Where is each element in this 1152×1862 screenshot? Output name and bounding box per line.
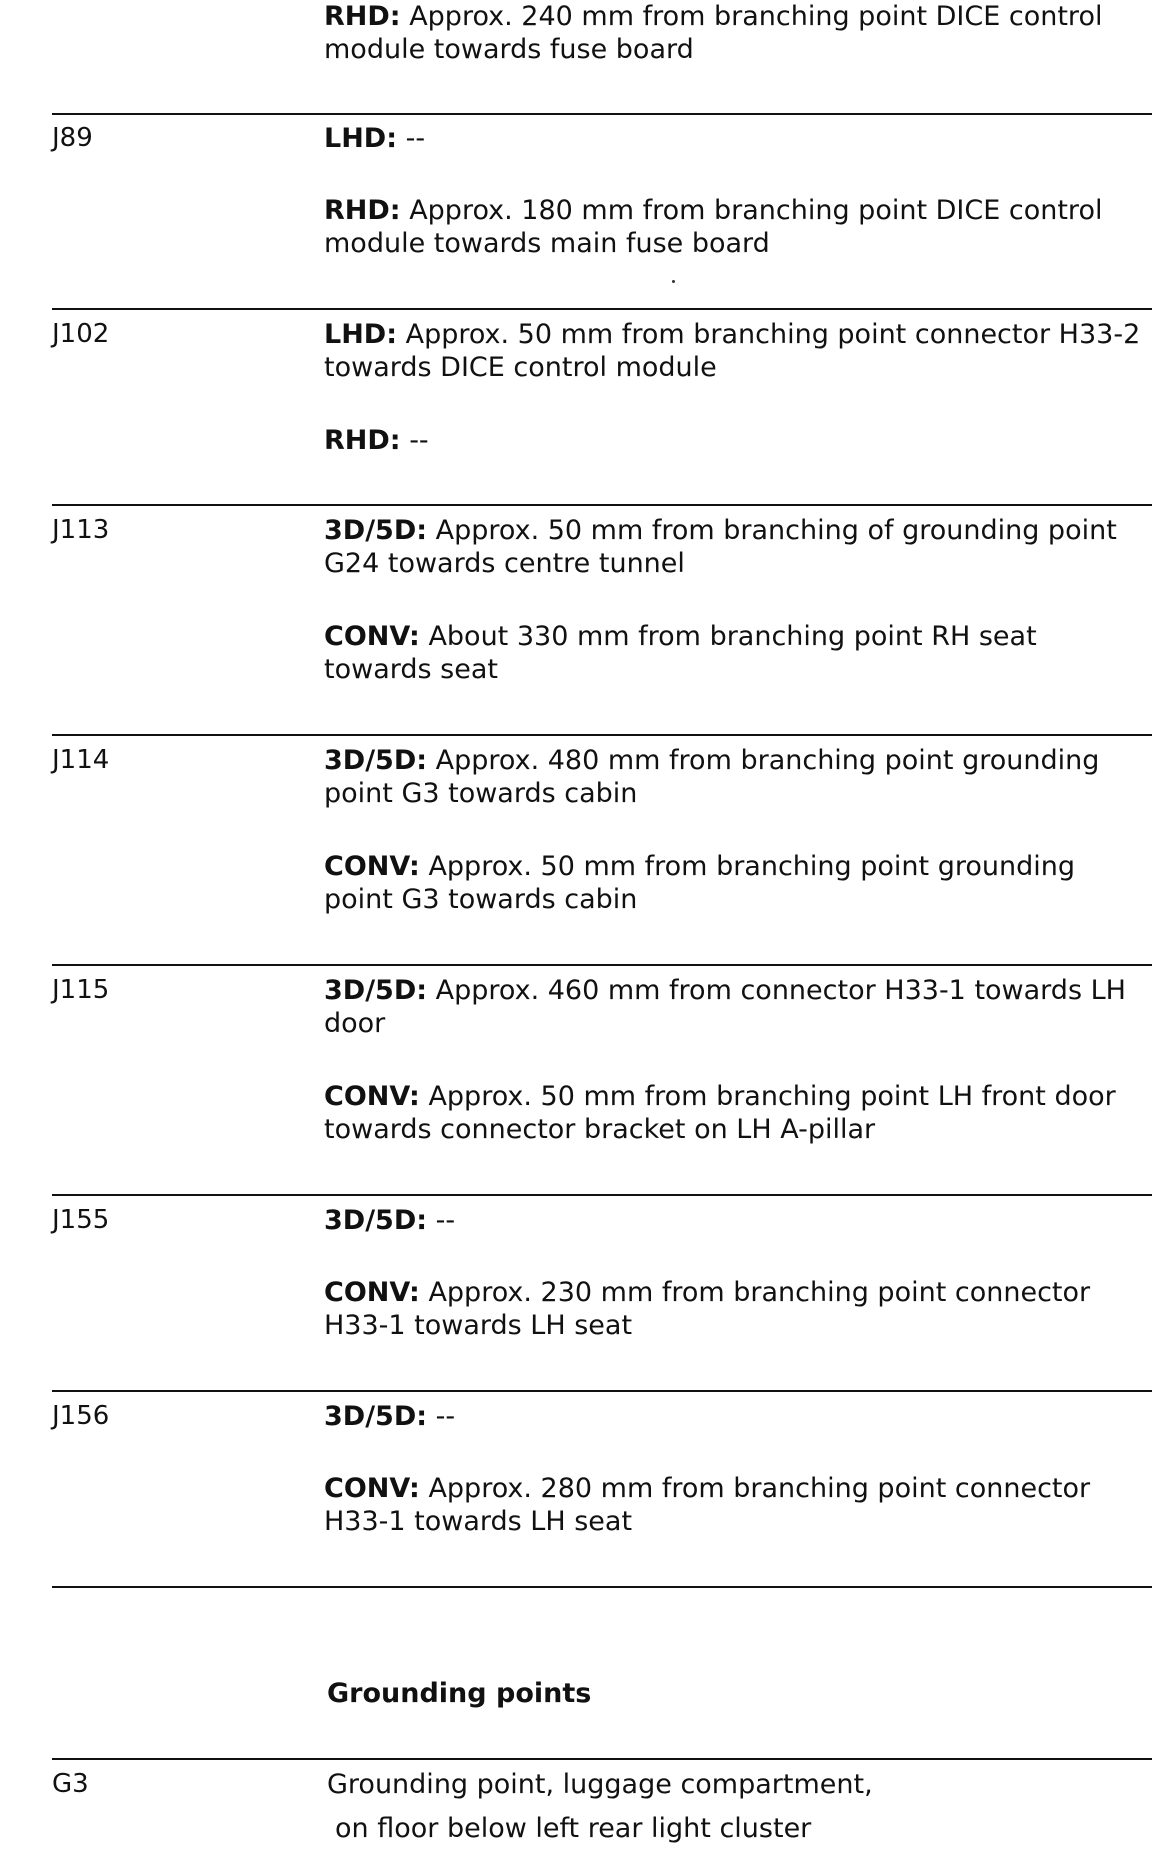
row-id-j156: J156	[52, 1401, 110, 1431]
row-j156-first: 3D/5D: --	[324, 1401, 456, 1432]
row-g3-line1: Grounding point, luggage compartment,	[327, 1769, 873, 1800]
row-divider	[52, 1758, 1152, 1760]
row-divider	[52, 734, 1152, 736]
row-id-j113: J113	[52, 515, 110, 545]
row-divider	[52, 1194, 1152, 1196]
row-j115-second: CONV: Approx. 50 mm from branching point LH front door towards connector bracket on LH A-pillar	[324, 1081, 1116, 1145]
row-divider	[52, 1586, 1152, 1588]
row-id-j114: J114	[52, 745, 110, 775]
rhd-label: RHD:	[324, 1, 401, 32]
section-heading-grounding-points: Grounding points	[327, 1678, 592, 1709]
row-j156-second: CONV: Approx. 280 mm from branching point connector H33-1 towards LH seat	[324, 1473, 1091, 1537]
row-id-j102: J102	[52, 319, 110, 349]
row-j102-second: RHD: --	[324, 425, 429, 456]
row-j89-second: RHD: Approx. 180 mm from branching point DICE control module towards main fuse board	[324, 195, 1103, 259]
row-j113-first: 3D/5D: Approx. 50 mm from branching of grounding point G24 towards centre tunnel	[324, 515, 1117, 579]
row-divider	[52, 113, 1152, 115]
rhd-text: Approx. 240 mm from branching point DICE control module towards fuse board	[324, 1, 1103, 65]
row-id-g3: G3	[52, 1769, 89, 1799]
row-divider	[52, 308, 1152, 310]
row-j114-first: 3D/5D: Approx. 480 mm from branching point grounding point G3 towards cabin	[324, 745, 1100, 809]
top-entry-rhd	[324, 0, 1144, 66]
row-id-j89: J89	[52, 123, 93, 153]
row-j115-first: 3D/5D: Approx. 460 mm from connector H33-1 towards LH door	[324, 975, 1126, 1039]
row-j113-second: CONV: About 330 mm from branching point RH seat towards seat	[324, 621, 1037, 685]
row-j155-first: 3D/5D: --	[324, 1205, 456, 1236]
row-divider	[52, 964, 1152, 966]
row-id-j115: J115	[52, 975, 110, 1005]
row-j155-second: CONV: Approx. 230 mm from branching point connector H33-1 towards LH seat	[324, 1277, 1091, 1341]
row-id-j155: J155	[52, 1205, 110, 1235]
row-divider	[52, 504, 1152, 506]
row-g3-line2: on floor below left rear light cluster	[335, 1813, 812, 1844]
row-j114-second: CONV: Approx. 50 mm from branching point grounding point G3 towards cabin	[324, 851, 1075, 915]
stray-dot	[672, 280, 675, 283]
row-j102-first: LHD: Approx. 50 mm from branching point connector H33-2 towards DICE control module	[324, 319, 1141, 383]
row-divider	[52, 1390, 1152, 1392]
row-j89-first: LHD: --	[324, 123, 426, 154]
